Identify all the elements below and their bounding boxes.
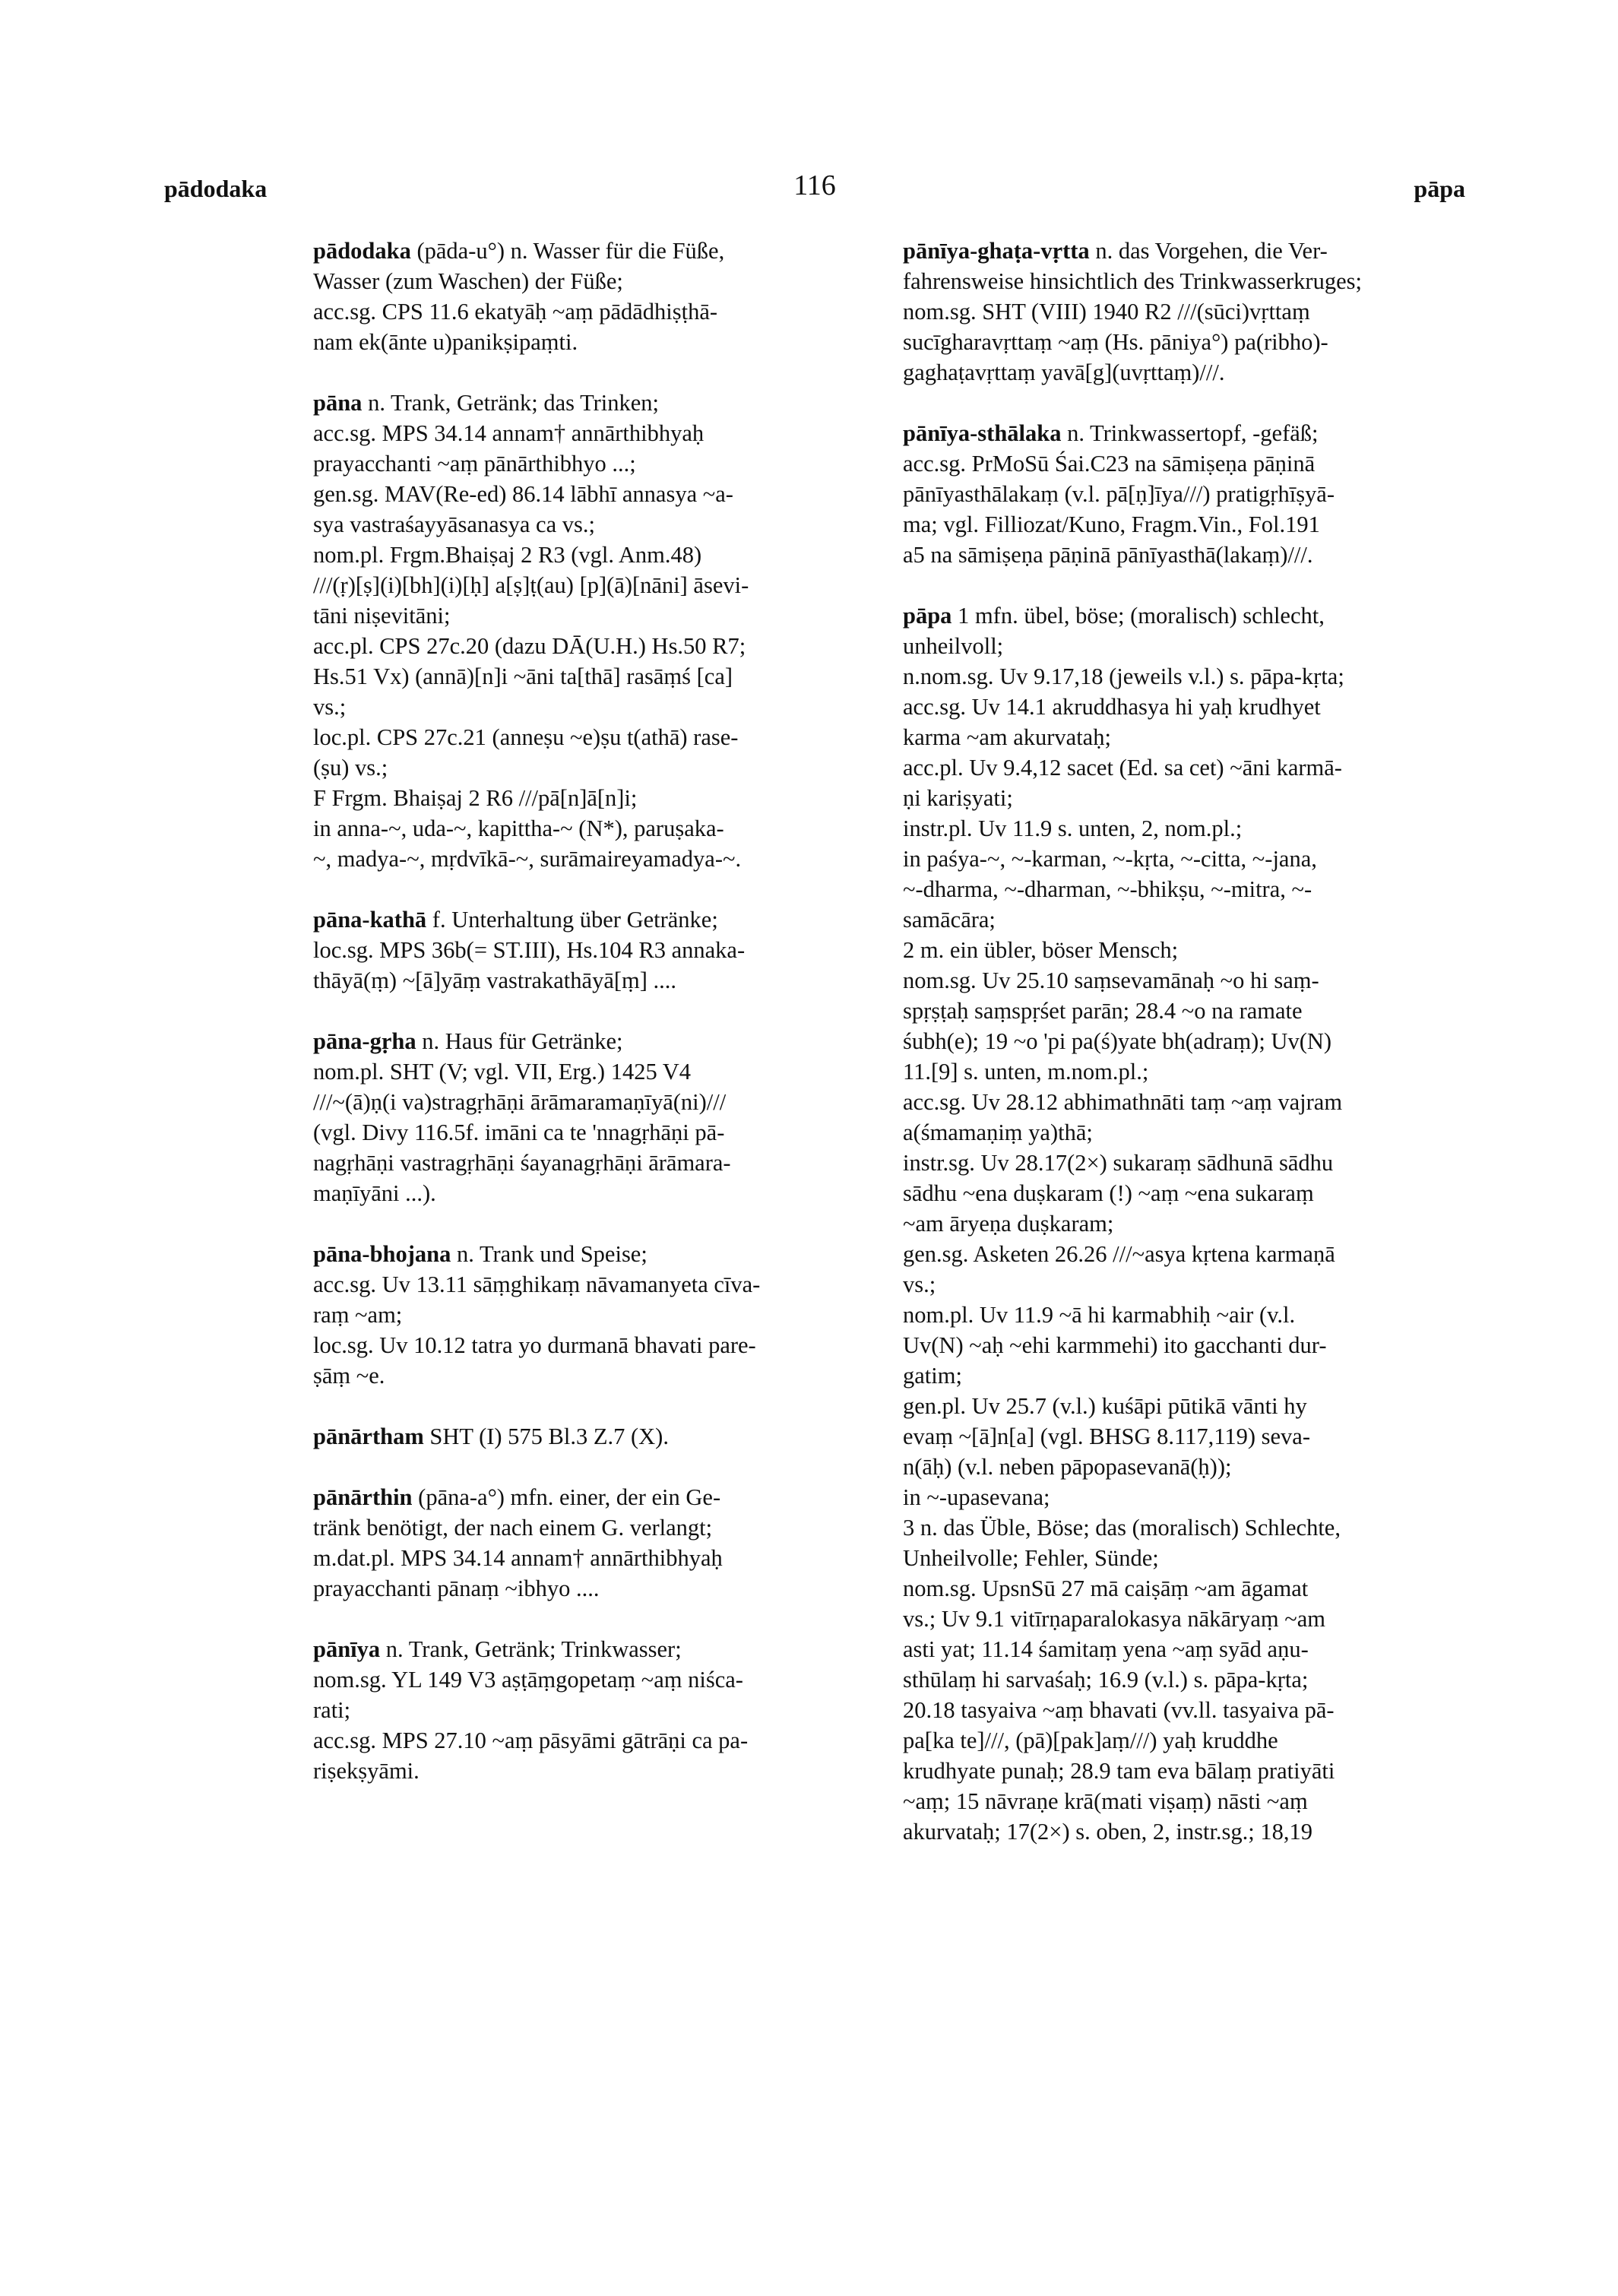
entry-text: in anna-~, uda-~, kapittha-~ (N*), paruṣaka-: [313, 815, 724, 841]
entry-text: n. Trinkwassertopf, -gefäß;: [1061, 420, 1319, 446]
dictionary-entry: [313, 388, 879, 874]
header-right-headword: pāpa: [1414, 175, 1465, 202]
entry-text: acc.sg. MPS 34.14 annam† annārthibhyaḥ: [313, 420, 705, 446]
entry-text: acc.sg. MPS 27.10 ~aṃ pāsyāmi gātrāṇi ca pa-: [313, 1728, 749, 1753]
entry-line: [903, 935, 1468, 965]
entry-line: [903, 692, 1468, 722]
headword: pāna-bhojana: [313, 1241, 451, 1267]
entry-text: Uv(N) ~aḥ ~ehi karmmehi) ito gacchanti dur-: [903, 1332, 1327, 1358]
entry-text: nom.pl. Frgm.Bhaiṣaj 2 R3 (vgl. Anm.48): [313, 542, 702, 568]
entry-text: n(āḥ) (v.l. neben pāpopasevanā(ḥ));: [903, 1454, 1232, 1480]
entry-line: [903, 266, 1468, 296]
entry-line: [903, 327, 1468, 357]
entry-text: thāyā(ṃ) ~[ā]yāṃ vastrakathāyā[ṃ] ....: [313, 967, 677, 993]
entry-text: nom.pl. Uv 11.9 ~ā hi karmabhiḥ ~air (v.l.: [903, 1302, 1296, 1328]
entry-text: ṇi kariṣyati;: [903, 785, 1013, 811]
entry-text: akurvataḥ; 17(2×) s. oben, 2, instr.sg.; 18,19: [903, 1819, 1313, 1845]
dictionary-entry: [903, 600, 1468, 1847]
left-column: [313, 236, 879, 1816]
entry-line: [903, 1452, 1468, 1482]
entry-line: [313, 1056, 879, 1087]
entry-text: ///~(ā)ṇ(i va)stragṛhāṇi ārāmaramaṇīyā(ni)///: [313, 1089, 727, 1115]
entry-text: nam ek(ānte u)panikṣipaṃti.: [313, 329, 578, 355]
dictionary-entry: [313, 1239, 879, 1391]
entry-text: F Frgm. Bhaiṣaj 2 R6 ///pā[n]ā[n]i;: [313, 785, 638, 811]
entry-line: [903, 540, 1468, 570]
entry-text: SHT (I) 575 Bl.3 Z.7 (X).: [423, 1424, 669, 1449]
entry-text: gen.sg. MAV(Re-ed) 86.14 lābhī annasya ~a-: [313, 481, 733, 507]
entry-text: in ~-upasevana;: [903, 1484, 1050, 1510]
entry-text: evaṃ ~[ā]n[a] (vgl. BHSG 8.117,119) seva-: [903, 1424, 1310, 1449]
headword: pāpa: [903, 603, 952, 629]
entry-line: [313, 661, 879, 692]
entry-text: a(śmamaṇiṃ ya)thā;: [903, 1119, 1093, 1145]
entry-text: n. Trank und Speise;: [451, 1241, 648, 1267]
entry-line: [313, 327, 879, 357]
entry-text: krudhyate punaḥ; 28.9 tam eva bālaṃ pratiyāti: [903, 1758, 1335, 1784]
entry-text: sthūlaṃ hi sarvaśaḥ; 16.9 (v.l.) s. pāpa-kṛta;: [903, 1667, 1309, 1693]
entry-line: [903, 1786, 1468, 1816]
entry-text: a5 na sāmiṣeṇa pāṇinā pānīyasthā(lakaṃ)///.: [903, 542, 1313, 568]
entry-line: [313, 1330, 879, 1360]
entry-line: [903, 813, 1468, 844]
entry-line: [313, 1421, 879, 1452]
entry-line: [903, 1756, 1468, 1786]
entry-text: gen.pl. Uv 25.7 (v.l.) kuśāpi pūtikā vānti hy: [903, 1393, 1307, 1419]
entry-line: [313, 266, 879, 296]
entry-line: [313, 1026, 879, 1056]
entry-text: (vgl. Divy 116.5f. imāni ca te 'nnagṛhāṇi pā-: [313, 1119, 725, 1145]
entry-line: [903, 509, 1468, 540]
entry-line: [313, 1178, 879, 1208]
entry-line: [903, 1391, 1468, 1421]
entry-text: (ṣu) vs.;: [313, 755, 388, 781]
dictionary-entry: [313, 1482, 879, 1604]
entry-text: acc.sg. CPS 11.6 ekatyāḥ ~aṃ pādādhiṣṭhā-: [313, 299, 718, 325]
entry-line: [903, 1543, 1468, 1573]
entry-line: [313, 1695, 879, 1725]
entry-text: loc.sg. MPS 36b(= ST.III), Hs.104 R3 annaka-: [313, 937, 746, 963]
entry-line: [903, 1300, 1468, 1330]
entry-text: nom.pl. SHT (V; vgl. VII, Erg.) 1425 V4: [313, 1059, 692, 1085]
entry-line: [313, 540, 879, 570]
entry-text: vs.; Uv 9.1 vitīrṇaparalokasya nākāryaṃ ~am: [903, 1606, 1326, 1632]
entry-line: [903, 661, 1468, 692]
entry-text: 1 mfn. übel, böse; (moralisch) schlecht,: [951, 603, 1325, 629]
entry-line: [313, 844, 879, 874]
entry-line: [313, 1269, 879, 1300]
entry-line: [313, 1634, 879, 1664]
entry-line: [313, 783, 879, 813]
entry-line: [313, 388, 879, 418]
entry-text: m.dat.pl. MPS 34.14 annam† annārthibhyaḥ: [313, 1545, 723, 1571]
entry-line: [313, 448, 879, 479]
entry-text: gaghaṭavṛttaṃ yavā[g](uvṛttaṃ)///.: [903, 359, 1225, 385]
headword: pānārthin: [313, 1484, 413, 1510]
entry-line: [903, 1026, 1468, 1056]
entry-line: [313, 418, 879, 448]
entry-text: acc.pl. Uv 9.4,12 sacet (Ed. sa cet) ~āni karmā-: [903, 755, 1342, 781]
right-column: [903, 236, 1468, 1877]
dictionary-entry: [313, 904, 879, 996]
entry-line: [313, 631, 879, 661]
entry-text: 3 n. das Üble, Böse; das (moralisch) Schlechte,: [903, 1515, 1341, 1541]
entry-text: 2 m. ein übler, böser Mensch;: [903, 937, 1179, 963]
entry-text: 11.[9] s. unten, m.nom.pl.;: [903, 1059, 1149, 1085]
entry-line: [313, 692, 879, 722]
entry-line: [903, 752, 1468, 783]
entry-text: Hs.51 Vx) (annā)[n]i ~āni ta[thā] rasāṃś [ca]: [313, 663, 733, 689]
entry-text: acc.sg. PrMoSū Śai.C23 na sāmiṣeṇa pāṇinā: [903, 451, 1316, 477]
entry-text: acc.pl. CPS 27c.20 (dazu DĀ(U.H.) Hs.50 R7;: [313, 633, 746, 659]
entry-line: [903, 1117, 1468, 1148]
entry-line: [313, 1756, 879, 1786]
entry-line: [903, 600, 1468, 631]
entry-line: [903, 479, 1468, 509]
entry-line: [313, 1725, 879, 1756]
entry-line: [903, 1482, 1468, 1512]
headword: pānīya-sthālaka: [903, 420, 1062, 446]
entry-text: instr.pl. Uv 11.9 s. unten, 2, nom.pl.;: [903, 815, 1243, 841]
entry-text: f. Unterhaltung über Getränke;: [426, 907, 718, 933]
entry-line: [903, 357, 1468, 388]
entry-text: pānīyasthālakaṃ (v.l. pā[ṇ]īya///) pratigṛhīṣyā-: [903, 481, 1335, 507]
entry-line: [903, 1421, 1468, 1452]
entry-line: [903, 1604, 1468, 1634]
entry-line: [903, 1208, 1468, 1239]
entry-line: [903, 418, 1468, 448]
entry-text: Unheilvolle; Fehler, Sünde;: [903, 1545, 1159, 1571]
entry-text: rati;: [313, 1697, 351, 1723]
entry-text: ṣāṃ ~e.: [313, 1363, 385, 1389]
entry-text: acc.sg. Uv 14.1 akruddhasya hi yaḥ krudhyet: [903, 694, 1321, 720]
entry-line: [313, 1300, 879, 1330]
entry-line: [903, 904, 1468, 935]
entry-line: [903, 1512, 1468, 1543]
dictionary-entry: [313, 1634, 879, 1786]
entry-text: ~am āryeṇa duṣkaram;: [903, 1211, 1114, 1237]
entry-line: [313, 296, 879, 327]
entry-text: spṛṣṭaḥ saṃspṛśet parān; 28.4 ~o na ramate: [903, 998, 1303, 1024]
entry-text: pa[ka te]///, (pā)[pak]aṃ///) yaḥ kruddhe: [903, 1728, 1278, 1753]
entry-text: gen.sg. Asketen 26.26 ///~asya kṛtena karmaṇā: [903, 1241, 1335, 1267]
entry-text: ~-dharma, ~-dharman, ~-bhikṣu, ~-mitra, ~-: [903, 876, 1312, 902]
entry-line: [903, 296, 1468, 327]
entry-line: [903, 874, 1468, 904]
entry-text: prayacchanti ~aṃ pānārthibhyo ...;: [313, 451, 636, 477]
entry-line: [313, 935, 879, 965]
headword: pāna-kathā: [313, 907, 427, 933]
entry-line: [313, 479, 879, 509]
entry-text: (pāda-u°) n. Wasser für die Füße,: [410, 238, 725, 264]
page-number: 116: [793, 169, 836, 201]
entry-text: acc.sg. Uv 28.12 abhimathnāti taṃ ~aṃ vajram: [903, 1089, 1343, 1115]
entry-line: [903, 1087, 1468, 1117]
entry-text: sya vastraśayyāsanasya ca vs.;: [313, 511, 595, 537]
entry-text: in paśya-~, ~-karman, ~-kṛta, ~-citta, ~-jana,: [903, 846, 1317, 872]
entry-line: [313, 1664, 879, 1695]
entry-line: [313, 1573, 879, 1604]
entry-line: [313, 570, 879, 600]
entry-line: [313, 509, 879, 540]
entry-text: tränk benötigt, der nach einem G. verlangt;: [313, 1515, 713, 1541]
entry-line: [313, 1087, 879, 1117]
entry-text: maṇīyāni ...).: [313, 1180, 436, 1206]
entry-line: [313, 1117, 879, 1148]
entry-text: Wasser (zum Waschen) der Füße;: [313, 268, 623, 294]
entry-line: [903, 1695, 1468, 1725]
entry-text: fahrensweise hinsichtlich des Trinkwasserkruges;: [903, 268, 1362, 294]
entry-line: [903, 844, 1468, 874]
entry-text: raṃ ~am;: [313, 1302, 403, 1328]
entry-line: [313, 1239, 879, 1269]
entry-line: [313, 904, 879, 935]
entry-text: instr.sg. Uv 28.17(2×) sukaraṃ sādhunā sādhu: [903, 1150, 1334, 1176]
entry-line: [313, 1148, 879, 1178]
entry-text: nagṛhāṇi vastragṛhāṇi śayanagṛhāṇi ārāmara-: [313, 1150, 731, 1176]
entry-line: [903, 448, 1468, 479]
entry-line: [313, 722, 879, 752]
entry-line: [313, 752, 879, 783]
entry-line: [903, 1725, 1468, 1756]
dictionary-entry: [313, 1421, 879, 1452]
entry-line: [313, 965, 879, 996]
dictionary-entry: [313, 236, 879, 357]
entry-line: [903, 1148, 1468, 1178]
entry-text: ///(ṛ)[ṣ](i)[bh](i)[ḥ] a[ṣ]ṭ(au) [p](ā)[nāni] āsevi-: [313, 572, 749, 598]
entry-line: [903, 236, 1468, 266]
entry-line: [903, 965, 1468, 996]
entry-text: vs.;: [313, 694, 347, 720]
entry-text: n.nom.sg. Uv 9.17,18 (jeweils v.l.) s. pāpa-kṛta;: [903, 663, 1344, 689]
entry-text: n. Trank, Getränk; das Trinken;: [362, 390, 660, 416]
entry-text: sādhu ~ena duṣkaram (!) ~aṃ ~ena sukaraṃ: [903, 1180, 1314, 1206]
entry-line: [903, 1634, 1468, 1664]
entry-text: prayacchanti pānaṃ ~ibhyo ....: [313, 1576, 600, 1601]
entry-text: tāni niṣevitāni;: [313, 603, 451, 629]
entry-text: nom.sg. YL 149 V3 aṣṭāṃgopetaṃ ~aṃ niśca-: [313, 1667, 743, 1693]
entry-text: loc.sg. Uv 10.12 tatra yo durmanā bhavati pare-: [313, 1332, 756, 1358]
entry-text: karma ~am akurvataḥ;: [903, 724, 1111, 750]
entry-text: acc.sg. Uv 13.11 sāṃghikaṃ nāvamanyeta cīva-: [313, 1272, 761, 1297]
headword: pānīya-ghaṭa-vṛtta: [903, 238, 1090, 264]
entry-line: [903, 783, 1468, 813]
entry-line: [903, 1178, 1468, 1208]
headword: pāna-gṛha: [313, 1028, 416, 1054]
entry-text: nom.sg. Uv 25.10 saṃsevamānaḥ ~o hi saṃ-: [903, 967, 1319, 993]
entry-text: unheilvoll;: [903, 633, 1004, 659]
entry-line: [313, 1360, 879, 1391]
headword: pāna: [313, 390, 363, 416]
entry-text: n. Haus für Getränke;: [416, 1028, 623, 1054]
entry-line: [903, 1239, 1468, 1269]
headword: pānārtham: [313, 1424, 424, 1449]
entry-text: ~, madya-~, mṛdvīkā-~, surāmaireyamadya-~.: [313, 846, 742, 872]
entry-line: [313, 600, 879, 631]
entry-text: n. Trank, Getränk; Trinkwasser;: [380, 1636, 682, 1662]
header-left-headword: pādodaka: [164, 175, 268, 202]
dictionary-entry: [903, 236, 1468, 388]
entry-line: [903, 1056, 1468, 1087]
entry-line: [313, 813, 879, 844]
entry-line: [903, 1269, 1468, 1300]
entry-line: [313, 236, 879, 266]
entry-text: sucīgharavṛttaṃ ~aṃ (Hs. pāniya°) pa(ribho)-: [903, 329, 1328, 355]
entry-text: ~aṃ; 15 nāvraṇe krā(mati viṣaṃ) nāsti ~aṃ: [903, 1788, 1308, 1814]
entry-text: nom.sg. UpsnSū 27 mā caiṣāṃ ~am āgamat: [903, 1576, 1309, 1601]
entry-text: vs.;: [903, 1272, 936, 1297]
entry-text: 20.18 tasyaiva ~aṃ bhavati (vv.ll. tasyaiva pā-: [903, 1697, 1335, 1723]
running-header: [164, 169, 1465, 214]
entry-text: loc.pl. CPS 27c.21 (anneṣu ~e)ṣu t(athā) rase-: [313, 724, 739, 750]
entry-text: śubh(e); 19 ~o 'pi pa(ś)yate bh(adraṃ); Uv(N): [903, 1028, 1332, 1054]
entry-text: gatim;: [903, 1363, 962, 1389]
entry-line: [903, 1664, 1468, 1695]
dictionary-entry: [903, 418, 1468, 570]
headword: pānīya: [313, 1636, 381, 1662]
headword: pādodaka: [313, 238, 411, 264]
entry-line: [903, 1360, 1468, 1391]
entry-text: n. das Vorgehen, die Ver-: [1089, 238, 1328, 264]
entry-text: riṣekṣyāmi.: [313, 1758, 420, 1784]
entry-line: [903, 722, 1468, 752]
entry-line: [313, 1512, 879, 1543]
entry-line: [313, 1543, 879, 1573]
entry-line: [903, 631, 1468, 661]
entry-line: [903, 1573, 1468, 1604]
entry-text: asti yat; 11.14 śamitaṃ yena ~aṃ syād aṇu-: [903, 1636, 1309, 1662]
entry-line: [903, 996, 1468, 1026]
entry-text: samācāra;: [903, 907, 996, 933]
entry-line: [903, 1816, 1468, 1847]
entry-text: ma; vgl. Filliozat/Kuno, Fragm.Vin., Fol.191: [903, 511, 1320, 537]
dictionary-entry: [313, 1026, 879, 1208]
entry-line: [903, 1330, 1468, 1360]
entry-text: (pāna-a°) mfn. einer, der ein Ge-: [412, 1484, 721, 1510]
entry-text: nom.sg. SHT (VIII) 1940 R2 ///(sūci)vṛttaṃ: [903, 299, 1310, 325]
entry-line: [313, 1482, 879, 1512]
